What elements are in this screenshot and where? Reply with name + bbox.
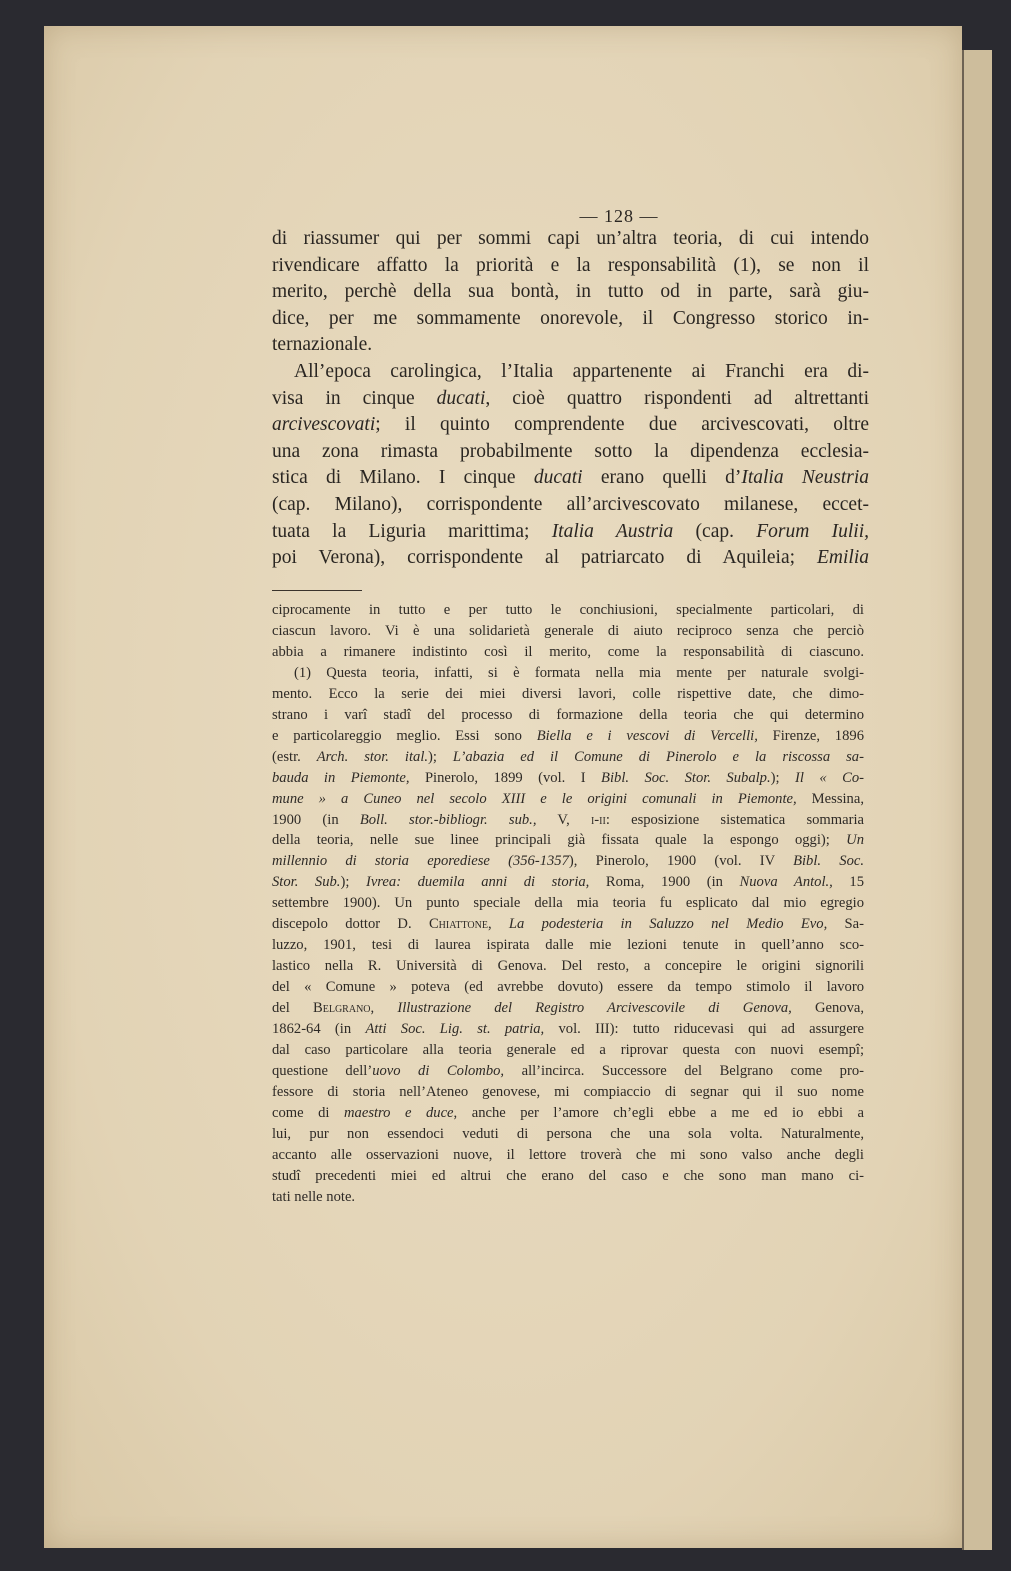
footnote-line xyxy=(272,768,864,789)
text-line xyxy=(272,332,869,359)
text-segment: strano i varî stadî del processo di formazione della teoria che qui determino xyxy=(272,706,864,723)
italic-text: ducati xyxy=(533,467,583,489)
text-segment: Pinerolo, 1899 (vol. I xyxy=(409,769,602,786)
text-segment: Genova, xyxy=(791,1000,865,1017)
text-line xyxy=(272,412,869,439)
text-line xyxy=(272,306,869,333)
italic-text: bauda in Piemonte, xyxy=(272,769,410,786)
footnote-separator xyxy=(272,590,362,591)
text-segment: ); xyxy=(428,748,453,765)
text-line xyxy=(272,253,869,280)
text-line xyxy=(272,226,869,253)
footnote-line xyxy=(272,621,864,642)
text-segment: dice, per me sommamente onorevole, il Congresso storico in- xyxy=(272,307,869,329)
footnote-line xyxy=(272,1187,864,1208)
footnote-line xyxy=(272,998,864,1019)
italic-text: La podesteria in Saluzzo nel Medio Evo, xyxy=(508,916,828,933)
italic-text: Boll. stor.-bibliogr. sub., xyxy=(359,811,537,828)
italic-text: uovo di Colombo, xyxy=(372,1062,505,1079)
footnote-line xyxy=(272,600,864,621)
text-segment: (cap. xyxy=(673,520,757,542)
text-segment: ternazionale. xyxy=(272,334,373,356)
text-line xyxy=(272,359,869,386)
text-segment: , cioè quattro rispondenti ad altrettanti xyxy=(485,387,870,409)
page-number: — 128 — xyxy=(579,206,659,226)
text-line xyxy=(272,439,869,466)
text-segment: visa in cinque xyxy=(272,387,437,409)
text-segment: studî precedenti miei ed altrui che erano del caso e che sono man mano ci- xyxy=(272,1167,864,1184)
text-segment: All’epoca carolingica, l’Italia appartenente ai Franchi era di- xyxy=(294,360,869,382)
italic-text: Bibl. Soc. xyxy=(793,853,864,870)
footnote-line xyxy=(272,705,864,726)
footnote-line xyxy=(272,1061,864,1082)
italic-text: Nuova Antol., xyxy=(739,874,833,891)
text-segment: Messina, xyxy=(796,790,864,807)
italic-text: Biella e i vescovi di Vercelli, xyxy=(536,727,758,744)
text-segment: ciprocamente in tutto e per tutto le conchiusioni, specialmente particolari, di xyxy=(272,602,864,618)
text-segment: settembre 1900). Un punto speciale della mia teoria fu esplicato dal mio egregio xyxy=(272,895,864,912)
italic-text: ducati xyxy=(436,387,486,409)
text-segment: luzzo, 1901, tesi di laurea ispirata dalle mie lezioni tenute in quell’anno sco- xyxy=(272,937,864,954)
text-segment: dal caso particolare alla teoria generale ed a riprovar questa con nuovi esempî; xyxy=(272,1042,864,1059)
text-segment: , xyxy=(370,1000,398,1017)
text-segment: questione dell’ xyxy=(272,1062,373,1079)
footnote-line xyxy=(272,893,864,914)
text-segment: ); xyxy=(340,874,366,891)
text-segment: merito, perchè della sua bontà, in tutto od in parte, sarà giu- xyxy=(272,281,869,303)
text-segment: come di xyxy=(272,1104,344,1121)
footnote-line xyxy=(272,830,864,851)
text-segment: tati nelle note. xyxy=(272,1188,356,1205)
italic-text: Italia Austria xyxy=(551,520,674,542)
footnote-line xyxy=(272,789,864,810)
text-segment: della teoria, nelle sue linee principali già fissata quale la espongo oggi); xyxy=(272,832,847,849)
text-segment: 15 xyxy=(832,874,864,891)
text-segment: (1) Questa teoria, infatti, si è formata nella mia mente per naturale svolgi- xyxy=(294,664,864,681)
italic-text: mune » a Cuneo nel secolo XIII e le origini comunali in Piemonte, xyxy=(272,790,797,807)
italic-text: Il « Co- xyxy=(795,769,864,786)
footnote-line xyxy=(272,1103,864,1124)
text-segment: Sa- xyxy=(827,916,864,933)
footnote-line xyxy=(272,977,864,998)
footnote-line xyxy=(272,684,864,705)
text-segment: 1862-64 (in xyxy=(272,1021,366,1038)
text-line xyxy=(272,545,869,572)
text-segment: Roma, 1900 (in xyxy=(589,874,740,891)
text-segment: di riassumer qui per sommi capi un’altra teoria, di cui intendo xyxy=(272,228,869,249)
italic-text: millennio di storia eporediese (356-1357 xyxy=(272,853,569,870)
text-line xyxy=(272,279,869,306)
text-segment: (cap. Milano), corrispondente all’arcivescovato milanese, eccet- xyxy=(272,493,869,515)
footnote-line xyxy=(272,747,864,768)
footnote-line xyxy=(272,1082,864,1103)
text-segment: , anche per l’amore ch’egli ebbe a me ed io ebbi a xyxy=(453,1104,865,1121)
text-line xyxy=(272,492,869,519)
text-segment: lui, pur non essendoci veduti di persona che una sola volta. Naturalmente, xyxy=(272,1125,864,1142)
text-segment: Firenze, 1896 xyxy=(757,727,864,744)
italic-text: Ivrea: duemila anni di storia, xyxy=(365,874,590,891)
text-segment: , xyxy=(487,916,509,933)
italic-text: arcivescovati xyxy=(272,414,376,436)
text-segment: vol. III): tutto riducevasi qui ad assurgere xyxy=(544,1021,865,1038)
adjacent-page-edge xyxy=(962,50,992,1550)
footnote-line xyxy=(272,726,864,747)
italic-text: Arch. stor. ital. xyxy=(316,748,429,765)
text-segment: (estr. xyxy=(272,748,317,765)
small-caps-text: i-ii xyxy=(590,811,606,828)
text-segment: mento. Ecco la serie dei miei diversi lavori, colle rispettive date, che dimo- xyxy=(272,685,864,702)
small-caps-text: Belgrano xyxy=(313,1000,371,1017)
text-segment: V, xyxy=(536,811,591,828)
text-segment: lastico nella R. Università di Genova. Del resto, a concepire le origini signorili xyxy=(272,958,864,975)
text-segment: erano quelli d’ xyxy=(582,467,742,489)
italic-text: Emilia xyxy=(817,547,869,569)
footnote-line xyxy=(272,1145,864,1166)
footnote-line xyxy=(272,914,864,935)
footnote-line xyxy=(272,872,864,893)
text-segment: rivendicare affatto la priorità e la responsabilità (1), se non il xyxy=(272,254,869,276)
text-segment: ; il quinto comprendente due arcivescovati, oltre xyxy=(375,414,869,436)
footnote-line xyxy=(272,642,864,663)
footnotes xyxy=(272,600,864,1208)
italic-text: L’abazia ed il Comune di Pinerolo e la riscossa sa- xyxy=(452,748,864,765)
main-text xyxy=(272,226,869,572)
text-segment: una zona rimasta probabilmente sotto la dipendenza ecclesia- xyxy=(272,440,869,462)
footnote-line xyxy=(272,663,864,684)
italic-text: Bibl. Soc. Stor. Subalp. xyxy=(601,769,771,786)
text-line xyxy=(272,386,869,413)
italic-text: Illustrazione del Registro Arcivescovile di Genova, xyxy=(397,1000,792,1017)
footnote-line xyxy=(272,956,864,977)
text-segment: discepolo dottor D. xyxy=(272,916,429,933)
text-segment: 1900 (in xyxy=(272,811,360,828)
text-segment: del « Comune » poteva (ed avrebbe dovuto) essere da tempo stimolo il lavoro xyxy=(272,979,864,996)
text-line xyxy=(272,465,869,492)
footnote-line xyxy=(272,935,864,956)
text-line xyxy=(272,519,869,546)
text-segment: tuata la Liguria marittima; xyxy=(272,520,552,542)
text-segment: : esposizione sistematica sommaria xyxy=(605,811,865,828)
italic-text: Atti Soc. Lig. st. patria, xyxy=(365,1021,545,1038)
footnote-line xyxy=(272,851,864,872)
italic-text: Stor. Sub. xyxy=(272,874,341,891)
text-segment: ); xyxy=(770,769,795,786)
footnote-line xyxy=(272,1040,864,1061)
footnote-line xyxy=(272,1019,864,1040)
italic-text: Un xyxy=(846,832,864,849)
text-segment: e particolareggio meglio. Essi sono xyxy=(272,727,537,744)
text-segment: accanto alle osservazioni nuove, il lettore troverà che mi sono valso anche degli xyxy=(272,1146,864,1163)
text-segment: ciascun lavoro. Vi è una solidarietà generale di aiuto reciproco senza che perciò xyxy=(272,622,864,639)
text-segment: poi Verona), corrispondente al patriarcato di Aquileia; xyxy=(272,547,817,569)
italic-text: Italia Neustria xyxy=(741,467,870,489)
text-segment: ), Pinerolo, 1900 (vol. IV xyxy=(568,853,794,870)
footnote-line xyxy=(272,810,864,831)
text-segment: fessore di storia nell’Ateneo genovese, mi compiaccio di segnar qui il suo nome xyxy=(272,1083,864,1100)
italic-text: maestro e duce xyxy=(344,1104,454,1121)
small-caps-text: Chiattone xyxy=(428,916,488,933)
italic-text: Forum Iulii, xyxy=(756,520,869,542)
text-segment: all’incirca. Successore del Belgrano come pro- xyxy=(504,1062,865,1079)
footnote-line xyxy=(272,1124,864,1145)
text-segment: stica di Milano. I cinque xyxy=(272,467,534,489)
text-segment: del xyxy=(272,1000,313,1017)
footnote-line xyxy=(272,1166,864,1187)
text-segment: abbia a rimanere indistinto così il merito, come la responsabilità di ciascuno. xyxy=(272,643,864,660)
